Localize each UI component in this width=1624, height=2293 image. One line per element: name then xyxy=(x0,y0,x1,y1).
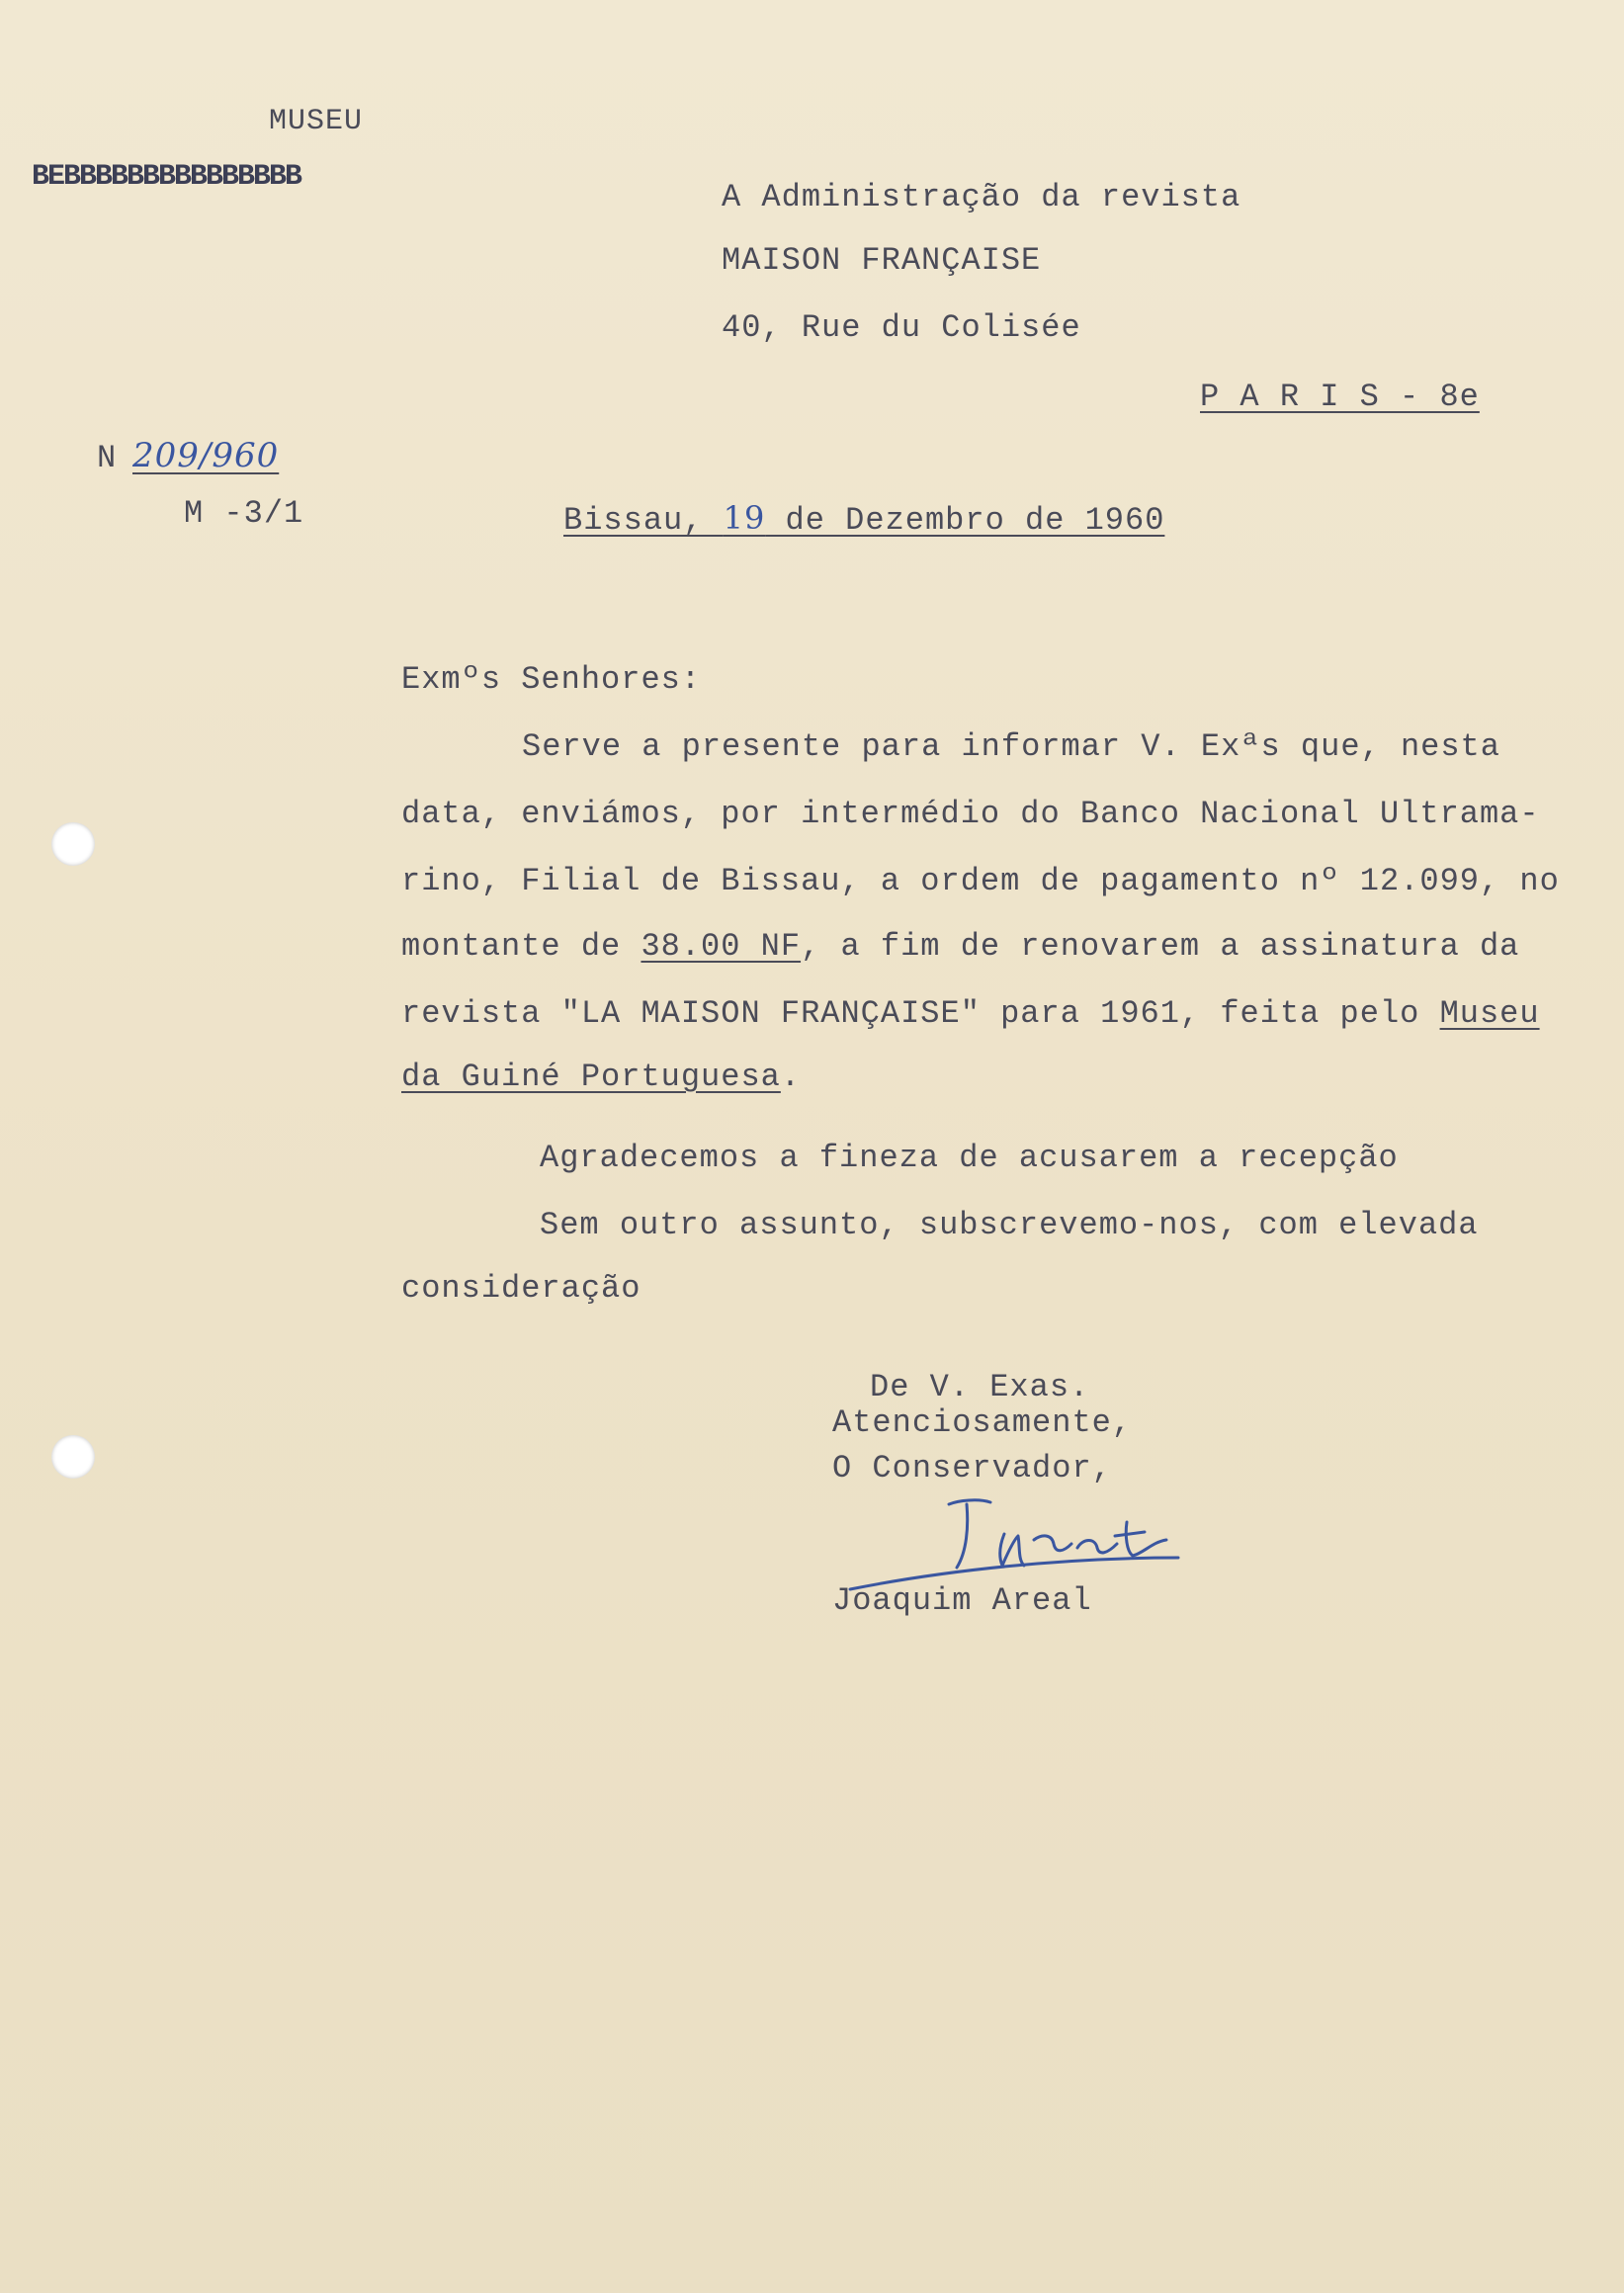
ref-code: M -3/1 xyxy=(184,495,304,532)
recipient-city: P A R I S - 8e xyxy=(1200,379,1480,415)
salutation: Exmºs Senhores: xyxy=(401,661,702,698)
body-line-2: data, enviámos, por intermédio do Banco Nacional Ultrama- xyxy=(401,796,1540,832)
body-line-1: Serve a presente para informar V. Exªs que, nesta xyxy=(522,728,1500,765)
recipient-line-2: MAISON FRANÇAISE xyxy=(722,242,1042,279)
body-line-4 xyxy=(401,928,1520,965)
closing-line-2: Atenciosamente, xyxy=(832,1404,1133,1441)
museum-name-part-2: da Guiné Portuguesa xyxy=(401,1059,781,1095)
body-line-6-end: . xyxy=(780,1059,802,1095)
date-day-handwritten: 19 xyxy=(723,499,766,537)
body-paragraph-2: Agradecemos a fineza de acusarem a recepção xyxy=(540,1140,1399,1176)
body-paragraph-3-line-1: Sem outro assunto, subscrevemo-nos, com elevada xyxy=(540,1207,1479,1243)
payment-amount: 38.00 NF xyxy=(641,928,802,965)
closing-line-1: De V. Exas. xyxy=(870,1369,1090,1405)
body-line-6 xyxy=(401,1059,802,1095)
recipient-line-3: 40, Rue du Colisée xyxy=(722,309,1081,346)
date-rest: de Dezembro de 1960 xyxy=(765,502,1165,539)
body-line-4-start: montante de xyxy=(401,928,641,965)
ref-number xyxy=(132,436,280,475)
body-line-4-end: , a fim de renovarem a assinatura da xyxy=(801,928,1520,965)
closing-line-3: O Conservador, xyxy=(832,1450,1112,1486)
museum-name-part-1: Museu xyxy=(1439,995,1540,1032)
institution-name: MUSEU xyxy=(269,105,364,138)
date-line xyxy=(563,499,1165,539)
punch-hole-icon xyxy=(51,822,95,866)
recipient-line-1: A Administração da revista xyxy=(722,179,1241,215)
body-line-5 xyxy=(401,995,1540,1032)
body-paragraph-3-line-2: consideração xyxy=(401,1270,641,1307)
overtyped-line: BEBBBBBBBBBBBBBBB xyxy=(32,160,301,194)
body-line-5-start: revista "LA MAISON FRANÇAISE" para 1961, feita pelo xyxy=(401,995,1440,1032)
ref-number-handwritten: 209/960 xyxy=(132,436,280,475)
date-place: Bissau, xyxy=(563,502,724,539)
punch-hole-icon xyxy=(51,1435,95,1479)
body-line-3: rino, Filial de Bissau, a ordem de pagamento nº 12.099, no xyxy=(401,863,1560,899)
signatory-name: Joaquim Areal xyxy=(832,1582,1092,1619)
ref-prefix: N xyxy=(97,440,118,476)
